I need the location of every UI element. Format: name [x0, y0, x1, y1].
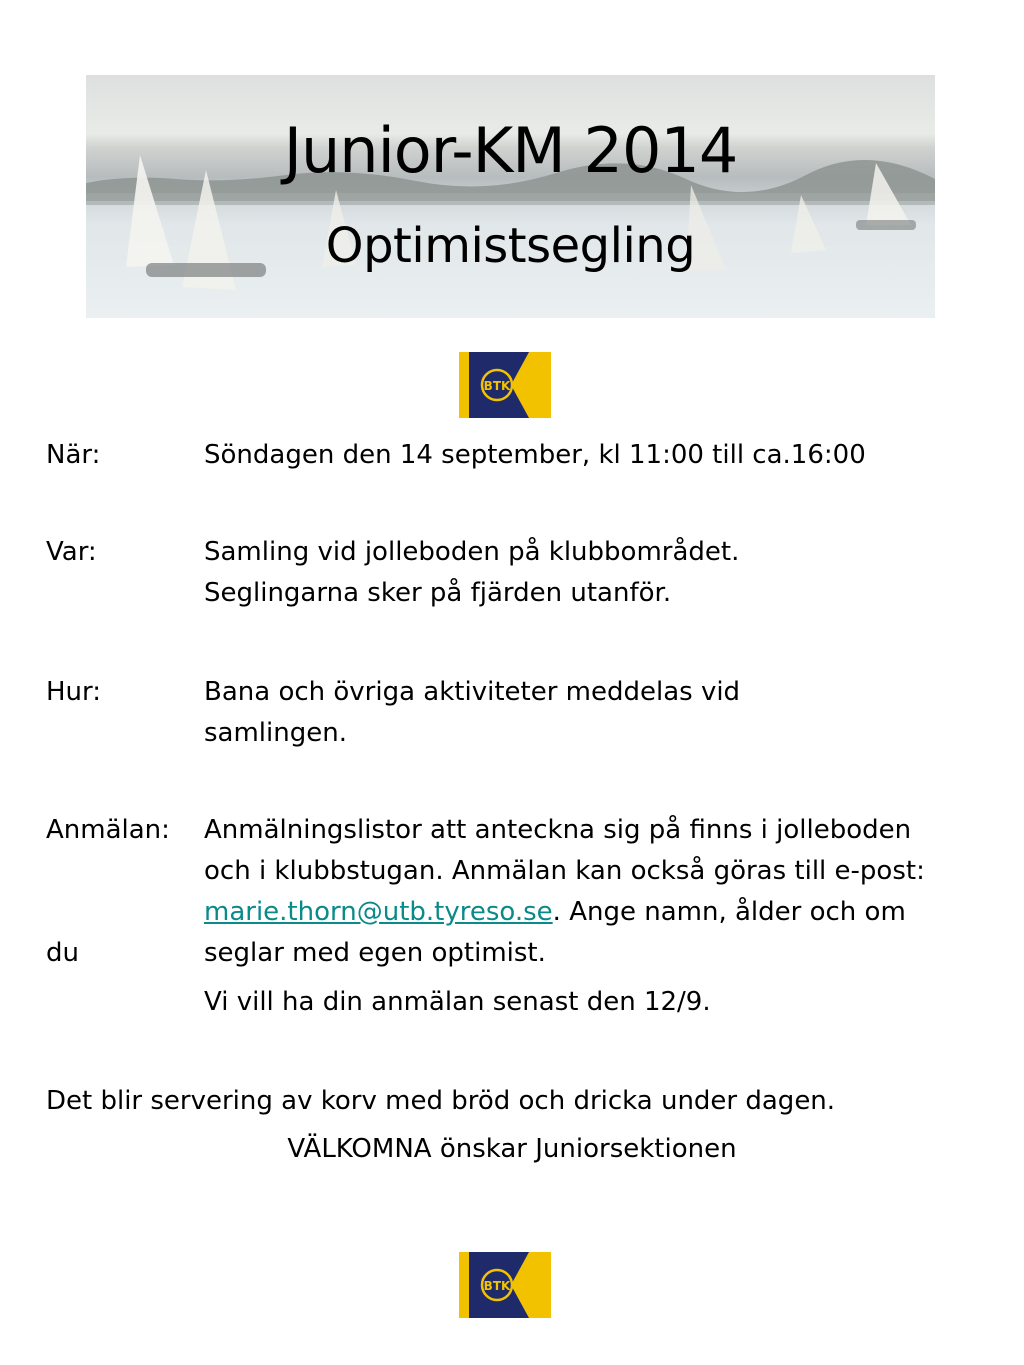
registration-wrap-word: du [46, 938, 79, 968]
value-how-line-1: Bana och övriga aktiviteter meddelas vid [204, 677, 741, 707]
registration-line-3 [204, 892, 906, 933]
label-when: När: [46, 440, 101, 470]
email-link[interactable]: marie.thorn@utb.tyreso.se [204, 897, 553, 927]
registration-deadline: Vi vill ha din anmälan senast den 12/9. [204, 987, 711, 1017]
welcome-message: VÄLKOMNA önskar Juniorsektionen [287, 1134, 737, 1164]
label-registration: Anmälan: [46, 815, 170, 845]
club-logo-text-bottom: BTK [483, 1279, 511, 1293]
page-subtitle: Optimistsegling [325, 218, 696, 274]
registration-line-4: seglar med egen optimist. [204, 938, 546, 968]
club-pennant-icon-bottom [459, 1252, 551, 1318]
value-how-line-2: samlingen. [204, 718, 347, 748]
value-where-line-2: Seglingarna sker på fjärden utanför. [204, 578, 672, 608]
registration-line-3-rest: . Ange namn, ålder och om [552, 897, 906, 927]
registration-line-2: och i klubbstugan. Anmälan kan också göras till e-post: [204, 856, 925, 886]
sailing-photo-background [86, 75, 935, 318]
page-title: Junior-KM 2014 [283, 114, 738, 187]
label-how: Hur: [46, 677, 102, 707]
header-banner [86, 75, 935, 318]
club-logo-text: BTK [483, 379, 511, 393]
registration-line-1: Anmälningslistor att anteckna sig på finns i jolleboden [204, 815, 912, 845]
value-where-line-1: Samling vid jolleboden på klubbområdet. [204, 537, 740, 567]
serving-info: Det blir servering av korv med bröd och dricka under dagen. [46, 1086, 836, 1116]
label-where: Var: [46, 537, 97, 567]
value-when: Söndagen den 14 september, kl 11:00 till ca.16:00 [204, 440, 866, 470]
club-pennant-icon [459, 352, 551, 418]
